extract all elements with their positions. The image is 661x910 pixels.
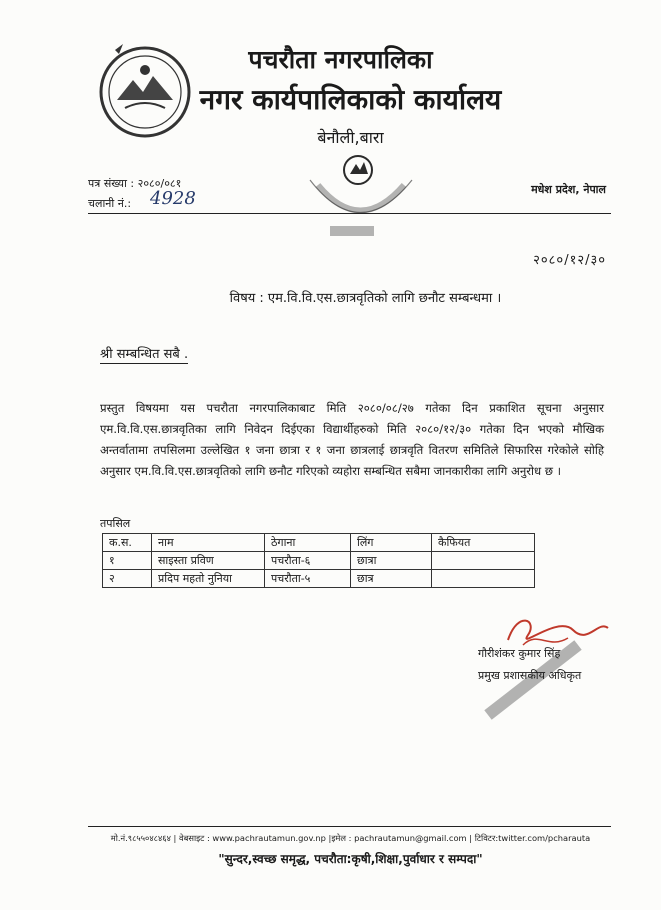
salutation: श्री सम्बन्धित सबै . (100, 344, 188, 364)
col-header-remarks: कैफियत (432, 534, 535, 552)
header-municipality-name: पचरौता नगरपालिका (248, 45, 433, 74)
signatory-title: प्रमुख प्रशासकीय अधिकृत (478, 669, 582, 682)
selection-table (102, 533, 535, 588)
office-round-stamp (300, 140, 420, 250)
table-header-row (103, 534, 535, 552)
cell-address: पचरौता-६ (265, 552, 351, 570)
province-label: मधेश प्रदेश, नेपाल (531, 183, 606, 196)
letter-subject: विषय : एम.वि.वि.एस.छात्रवृतिको लागि छनौट सम्बन्धमा । (229, 291, 502, 306)
signatory-name: गौरीशंकर कुमार सिंह (478, 647, 561, 660)
footer-slogan: "सुन्दर,स्वच्छ समृद्ध, पचरौता:कृषी,शिक्षा,पुर्वाधार र सम्पदा" (218, 852, 483, 866)
col-header-gender: लिंग (351, 534, 432, 552)
letter-date: २०८०/१२/३० (533, 253, 606, 268)
col-header-address: ठेगाना (265, 534, 351, 552)
cell-gender: छात्र (351, 570, 432, 588)
table-row (103, 570, 535, 588)
cell-remarks (432, 552, 535, 570)
footer-contact: मो.नं.९८५५०४८४६४ | वेबसाइट : www.pachrautamun.gov.np |इमेल : pachrautamun@gmail.com | टिविटर:twitter.com/pcharauta (110, 833, 591, 843)
cell-name: प्रदिप महतो नुनिया (152, 570, 265, 588)
dispatch-number-handwritten: 4928 (150, 188, 196, 209)
letter-body: प्रस्तुत विषयमा यस पचरौता नगरपालिकाबाट मिति २०८०/०८/२७ गतेका दिन प्रकाशित सूचना अनुसार एम.वि.वि.एस.छात्रवृतिका लागि निवेदन दिईएका विद्यार्थीहरुको मिति २०८०/१२/३० गतेका दिन भएको मौखिक अन्तर्वातामा तपसिलमा उल्लेखित १ जना छात्रा र १ जना छात्रलाई छात्रवृति वितरण समितिले सिफारिस गरेकोले सोहि अनुसार एम.वि.वि.एस.छात्रवृतिको लागि छनौट गरिएको व्यहोरा सम्बन्धित सबैमा जानकारीका लागि अनुरोध छ । (100, 401, 604, 478)
col-header-name: नाम (152, 534, 265, 552)
cell-gender: छात्रा (351, 552, 432, 570)
col-header-serial: क.स. (103, 534, 152, 552)
cell-remarks (432, 570, 535, 588)
cell-address: पचरौता-५ (265, 570, 351, 588)
table-row (103, 552, 535, 570)
cell-serial: १ (103, 552, 152, 570)
header-office-name: नगर कार्यपालिकाको कार्यालय (199, 83, 502, 116)
cell-serial: २ (103, 570, 152, 588)
letter-number: पत्र संख्या : २०८०/०८१ (88, 177, 182, 190)
cell-name: साइस्ता प्रविण (152, 552, 265, 570)
dispatch-number-label: चलानी नं.: (88, 197, 132, 210)
footer-divider (88, 826, 611, 827)
header-location: बेनौली,बारा (317, 128, 384, 147)
table-caption: तपसिल (100, 517, 131, 530)
